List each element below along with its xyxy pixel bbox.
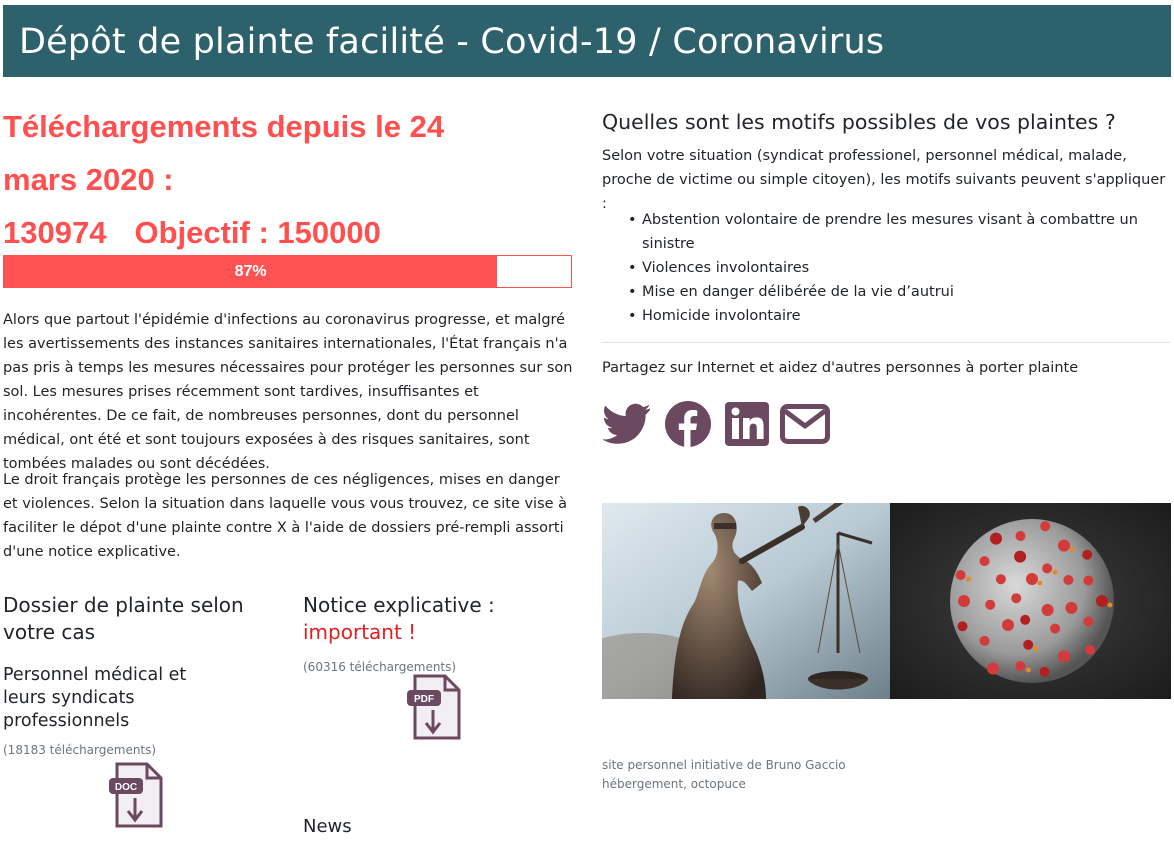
coronavirus-image bbox=[890, 503, 1171, 699]
email-icon[interactable] bbox=[780, 404, 830, 448]
share-text: Partagez sur Internet et aidez d'autres personnes à porter plainte bbox=[602, 360, 1079, 376]
virus-spike bbox=[1026, 573, 1038, 585]
virus-spike bbox=[1083, 576, 1093, 586]
doc-download-icon[interactable] bbox=[107, 760, 167, 836]
virus-spike bbox=[1065, 602, 1077, 614]
footer-hosting: hébergement, octopuce bbox=[602, 777, 746, 791]
virus-spike bbox=[1002, 619, 1014, 631]
virus-spike bbox=[985, 600, 995, 610]
news-heading: News bbox=[303, 816, 352, 837]
virus-spike bbox=[1082, 550, 1092, 560]
virus-spike bbox=[1042, 604, 1054, 616]
download-objective: Objectif : 150000 bbox=[134, 215, 381, 250]
virus-protein-dot bbox=[1034, 646, 1039, 651]
virus-spike bbox=[1050, 624, 1060, 634]
progress-fill bbox=[4, 256, 497, 287]
notice-important: important ! bbox=[303, 620, 417, 644]
virus-spike bbox=[1058, 540, 1070, 552]
virus-protein-dot bbox=[1038, 581, 1043, 586]
counter-line-1: Téléchargements depuis le 24 bbox=[3, 109, 445, 144]
virus-spike bbox=[1058, 650, 1070, 662]
page-title: Dépôt de plainte facilité - Covid-19 / Coronavirus bbox=[19, 22, 885, 62]
virus-spike bbox=[1023, 640, 1033, 650]
notice-heading bbox=[303, 592, 543, 681]
virus-spike bbox=[1016, 531, 1026, 541]
download-count: 130974 bbox=[3, 215, 107, 250]
virus-spike bbox=[996, 574, 1006, 584]
virus-spike bbox=[1040, 521, 1050, 531]
virus-spike bbox=[1085, 645, 1095, 655]
virus-spike bbox=[990, 533, 1002, 545]
dossier-item-label[interactable]: Personnel médical et leurs syndicats professionnels bbox=[3, 665, 187, 731]
virus-spike bbox=[958, 595, 970, 607]
virus-protein-dot bbox=[1070, 547, 1075, 552]
dossier-item[interactable] bbox=[3, 664, 203, 762]
dossier-downloads: (18183 téléchargements) bbox=[3, 743, 157, 757]
virus-spike bbox=[980, 556, 990, 566]
virus-spike bbox=[1096, 595, 1108, 607]
virus-spike bbox=[1040, 667, 1050, 677]
linkedin-icon[interactable] bbox=[725, 402, 769, 450]
counter-line-3 bbox=[3, 206, 573, 259]
motifs-list bbox=[642, 208, 1162, 328]
justice-statue-image bbox=[602, 503, 890, 699]
notice-title: Notice explicative : bbox=[303, 593, 495, 617]
virus-spike bbox=[1042, 563, 1052, 573]
virus-protein-dot bbox=[1026, 668, 1031, 673]
download-counter bbox=[3, 100, 573, 259]
counter-line-2: mars 2020 : bbox=[3, 162, 174, 197]
intro-paragraph-1: Alors que partout l'épidémie d'infections au coronavirus progresse, et malgré les avertissements des instances sanitaires internationales, l'État français n'a pas pris à temps les mesures nécessaires pour protéger les personnes sur son sol. Les mesures prises récemment sont tardives, insuffisantes et incohérentes. De ce fait, de nombreuses personnes, dont du personnel médical, ont été et sont toujours exposées à des risques sanitaires, sont tombées malades ou sont décédées. bbox=[3, 312, 573, 472]
motifs-heading: Quelles sont les motifs possibles de vos plaintes ? bbox=[602, 110, 1116, 134]
virus-spike bbox=[980, 636, 990, 646]
virus-spike bbox=[1083, 617, 1093, 627]
list-item: • Mise en danger délibérée de la vie d’autrui bbox=[642, 280, 1162, 304]
list-item: • Violences involontaires bbox=[642, 256, 1162, 280]
site-header bbox=[3, 5, 1171, 77]
virus-protein-dot bbox=[1108, 603, 1113, 608]
virus-protein-dot bbox=[966, 577, 971, 582]
virus-spike bbox=[987, 663, 999, 675]
virus-protein-dot bbox=[1053, 570, 1058, 575]
doc-badge: DOC bbox=[114, 782, 138, 793]
virus-spike bbox=[1011, 593, 1021, 603]
dossier-heading: Dossier de plainte selon votre cas bbox=[3, 593, 244, 644]
notice-downloads: (60316 téléchargements) bbox=[303, 660, 457, 674]
virus-spike bbox=[1063, 575, 1073, 585]
pdf-badge: PDF bbox=[414, 694, 434, 705]
virus-spike bbox=[1014, 551, 1026, 563]
left-column bbox=[3, 100, 573, 837]
virus-spike bbox=[956, 570, 966, 580]
virus-spike bbox=[1016, 661, 1026, 671]
progress-bar bbox=[3, 255, 572, 288]
twitter-icon[interactable] bbox=[602, 400, 650, 450]
virus-spike bbox=[958, 621, 968, 631]
motifs-intro: Selon votre situation (syndicat professionel, personnel médical, malade, proche de victime ou simple citoyen), les motifs suivants peuvent s'appliquer : bbox=[602, 148, 1166, 212]
intro-paragraph-2: Le droit français protège les personnes de ces négligences, mises en danger et violences. Selon la situation dans laquelle vous vous trouvez, ce site vise à faciliter le dépot d'une plainte contre X à l'aide de dossiers pré-rempli assorti d'une notice explicative. bbox=[3, 472, 568, 560]
list-item: • Homicide involontaire bbox=[642, 304, 1162, 328]
virus-spike bbox=[1020, 615, 1030, 625]
pdf-download-icon[interactable] bbox=[405, 672, 465, 748]
list-item: • Abstention volontaire de prendre les mesures visant à combattre un sinistre bbox=[642, 208, 1162, 256]
progress-label: 87% bbox=[234, 262, 267, 280]
divider bbox=[602, 342, 1170, 343]
facebook-icon[interactable] bbox=[664, 400, 712, 452]
footer-credit: site personnel initiative de Bruno Gaccio bbox=[602, 758, 846, 772]
